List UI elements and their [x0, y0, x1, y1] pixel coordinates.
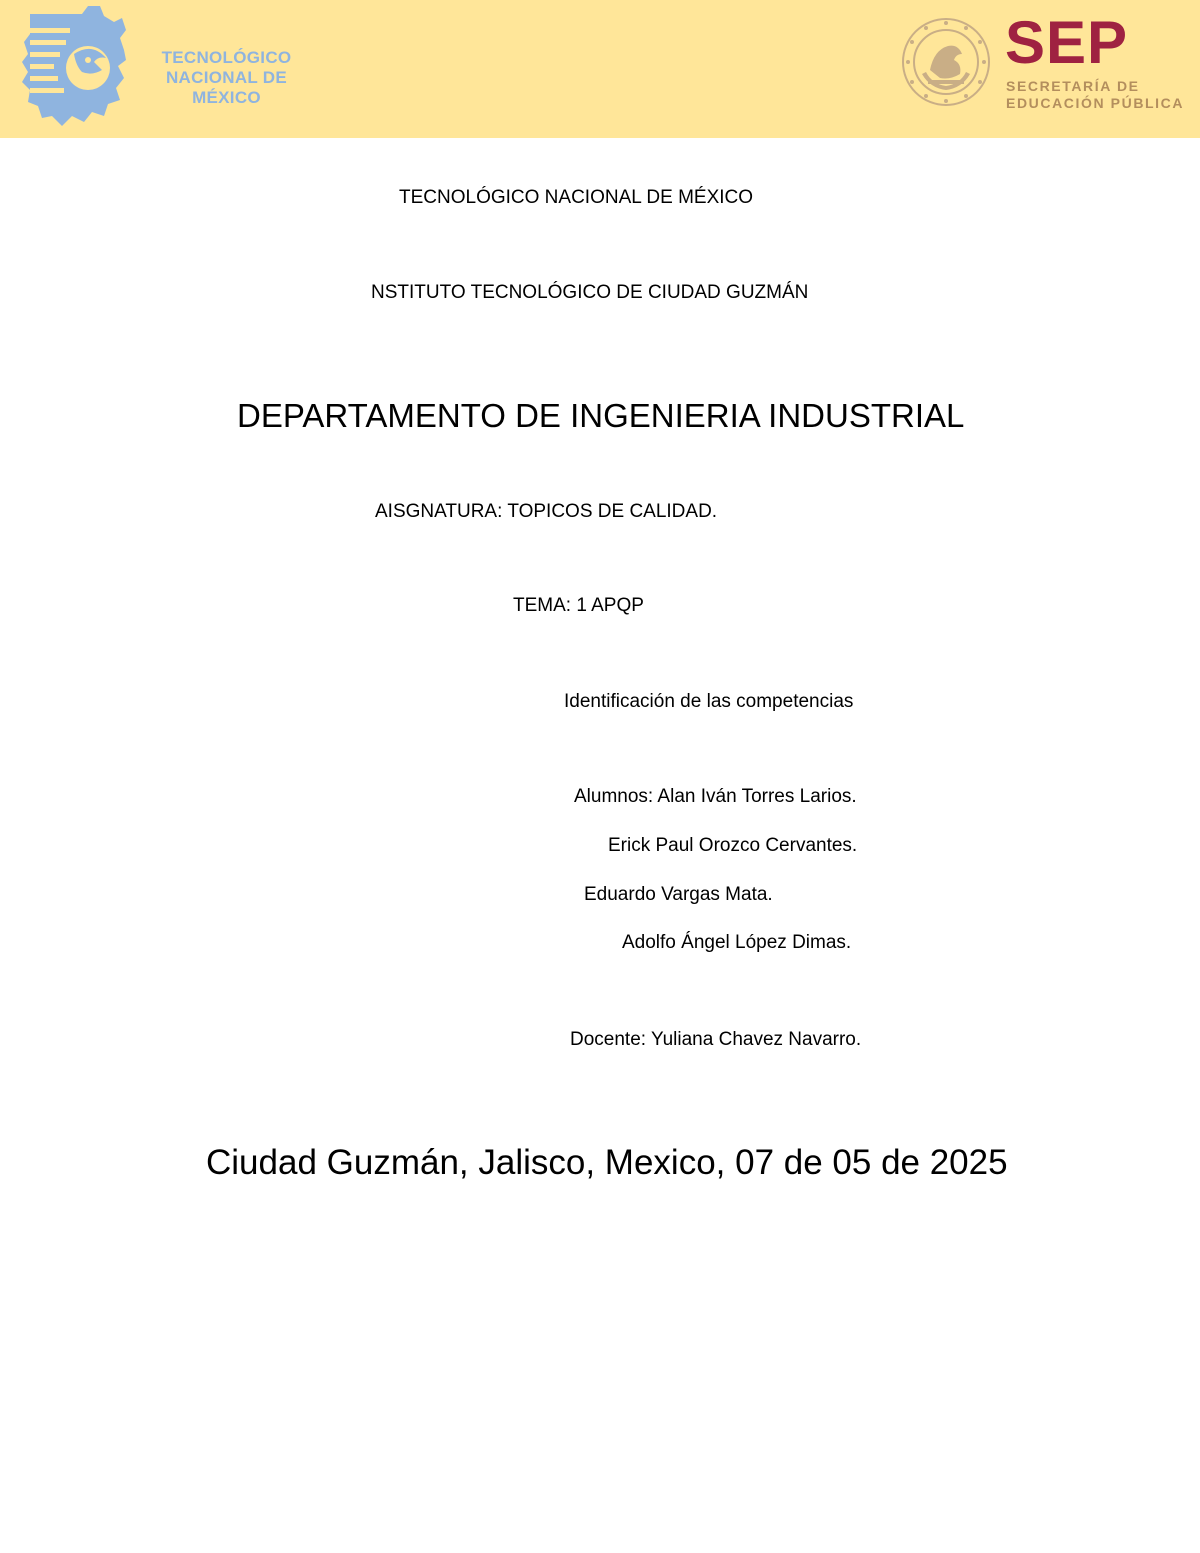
teacher-line: Docente: Yuliana Chavez Navarro. — [570, 1029, 862, 1050]
tecnm-wordmark — [131, 48, 322, 108]
activity-title: Identificación de las competencias — [564, 691, 854, 712]
mexico-coat-of-arms-seal-icon — [900, 14, 992, 110]
tecnm-wordmark-line-1: TECNOLÓGICO — [161, 48, 292, 67]
place-date-line: Ciudad Guzmán, Jalisco, Mexico, 07 de 05 de 2025 — [206, 1143, 1008, 1182]
campus-title: NSTITUTO TECNOLÓGICO DE CIUDAD GUZMÁN — [371, 282, 809, 303]
sep-subtitle-line-1: SECRETARÍA DE — [1006, 78, 1140, 94]
sep-subtitle — [1006, 78, 1184, 112]
department-title: DEPARTAMENTO DE INGENIERIA INDUSTRIAL — [237, 397, 965, 434]
subject-line: AISGNATURA: TOPICOS DE CALIDAD. — [375, 501, 718, 522]
tecnm-eagle-gear-icon — [22, 6, 126, 130]
tecnm-logo — [22, 6, 322, 130]
student-name: Eduardo Vargas Mata. — [584, 884, 773, 905]
student-name: Erick Paul Orozco Cervantes. — [608, 835, 858, 856]
student-name: Alumnos: Alan Iván Torres Larios. — [574, 786, 857, 807]
sep-subtitle-line-2: EDUCACIÓN PÚBLICA — [1006, 95, 1185, 111]
sep-acronym: SEP — [1005, 9, 1129, 76]
institution-title: TECNOLÓGICO NACIONAL DE MÉXICO — [399, 187, 754, 208]
sep-logo — [1005, 9, 1195, 122]
tecnm-wordmark-line-2: NACIONAL DE MÉXICO — [165, 68, 288, 107]
topic-line: TEMA: 1 APQP — [513, 595, 644, 616]
student-name: Adolfo Ángel López Dimas. — [622, 932, 852, 953]
